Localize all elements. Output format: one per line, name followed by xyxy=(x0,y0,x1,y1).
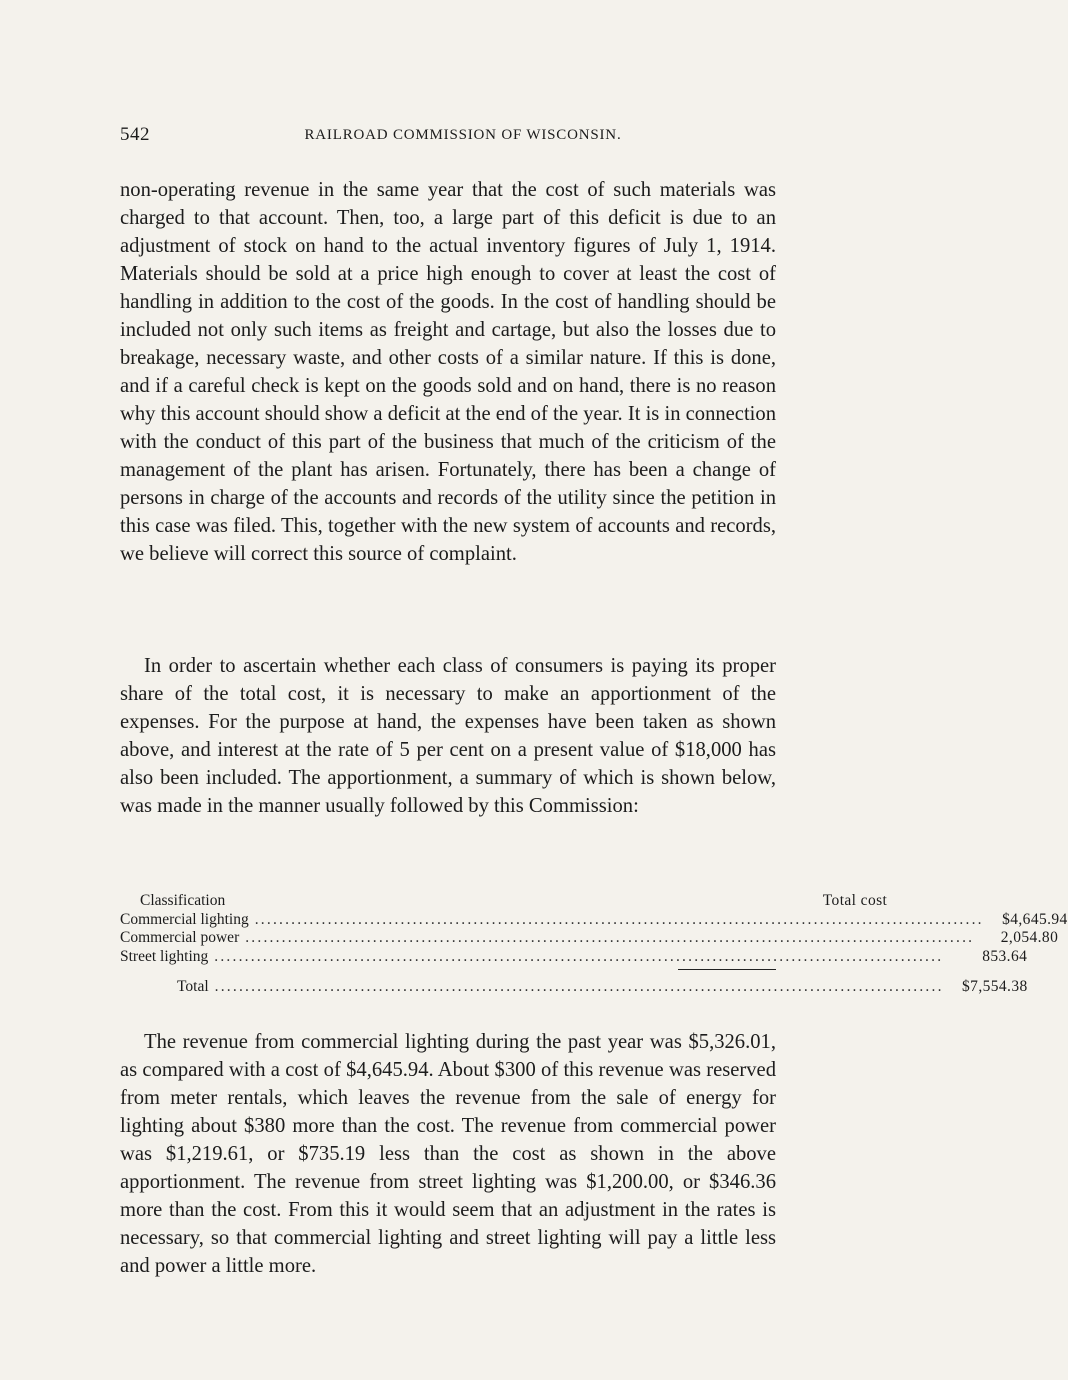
body-paragraph-1 xyxy=(120,176,776,568)
total-cost-cell: 853.64 xyxy=(982,947,1028,965)
column-header-total-cost: Total cost xyxy=(822,892,888,909)
paragraph-text: In order to ascertain whether each class of consumers is paying its proper share of the total cost, it is necessary to make an apportionment of the expenses. For the purpose at hand, the expenses have been taken as shown above, and interest at the rate of 5 per cent on a present value of $18,000 has also been included. The apportionment, a summary of which is shown below, was made in the manner usually followed by this Commission: xyxy=(120,655,776,817)
page-header xyxy=(120,124,776,150)
table-header-row xyxy=(120,892,888,911)
total-cost-cell: 2,054.80 xyxy=(1000,929,1059,946)
table-total-row xyxy=(120,978,1028,997)
body-paragraph-3 xyxy=(120,1028,776,1280)
paragraph-text: non-operating revenue in the same year that the cost of such materials was charged to that account. Then, too, a large part of this deficit is due to an adjustment of stock on hand to the actual inventory figures of July 1, 1914. Materials should be sold at a price high enough to cover at least the cost of handling in addition to the cost of the goods. In the cost of handling should be included not only such items as freight and cartage, but also the losses due to breakage, necessary waste, and other costs of a similar nature. If this is done, and if a careful check is kept on the goods sold and on hand, there is no reason why this account should show a deficit at the end of the year. It is in connection with the conduct of this part of the business that much of the criticism of the management of the plant has arisen. Fortunately, there has been a change of persons in charge of the accounts and records of the utility since the petition in this case was filed. This, together with the new system of accounts and records, we believe will correct this source of complaint. xyxy=(120,179,776,565)
sum-rule xyxy=(678,969,776,970)
table-row xyxy=(120,910,1068,930)
page-number: 542 xyxy=(120,124,150,145)
cost-apportionment-table xyxy=(120,892,1068,997)
table-row xyxy=(120,929,1059,948)
classification-cell: Street lighting xyxy=(120,947,209,965)
leader-dots: ........................................................................................................................ xyxy=(254,910,984,928)
paragraph-text: The revenue from commercial lighting during the past year was $5,326.01, as compared with a cost of $4,645.94. About $300 of this revenue was reserved from meter rentals, which leaves the revenue from the sale of energy for lighting about $380 more than the cost. The revenue from commercial power was $1,219.61, or $735.19 less than the cost as shown in the above apportionment. The revenue from street lighting was $1,200.00, or $346.36 more than the cost. From this it would seem that an adjustment in the rates is necessary, so that commercial lighting and street lighting will pay a little less and power a little more. xyxy=(120,1031,776,1277)
leader-dots: ........................................................................................................................ xyxy=(214,978,944,995)
running-title: RAILROAD COMMISSION OF WISCONSIN. xyxy=(304,127,622,143)
table-row xyxy=(120,947,1028,967)
total-label: Total xyxy=(177,978,209,995)
total-value: $7,554.38 xyxy=(962,978,1028,995)
classification-cell: Commercial lighting xyxy=(120,910,249,928)
total-cost-cell: $4,645.94 xyxy=(1002,910,1068,928)
leader-dots: ........................................................................................................................ xyxy=(214,947,944,965)
body-paragraph-2 xyxy=(120,652,776,820)
classification-cell: Commercial power xyxy=(120,929,240,946)
column-header-classification: Classification xyxy=(140,892,226,909)
leader-dots: ........................................................................................................................ xyxy=(245,929,975,946)
